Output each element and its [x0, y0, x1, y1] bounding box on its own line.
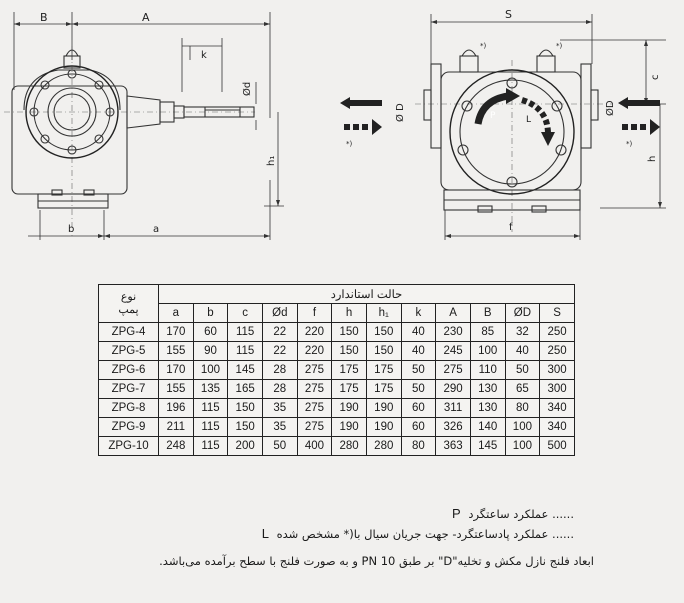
- pump-model-cell: ZPG-9: [99, 418, 159, 437]
- dimension-cell: 28: [262, 380, 297, 399]
- note-l: [262, 526, 574, 541]
- dimension-cell: 40: [401, 342, 436, 361]
- dimension-cell: 150: [332, 342, 367, 361]
- dimension-cell: 85: [470, 323, 505, 342]
- dimension-cell: 115: [193, 399, 228, 418]
- dimension-cell: 115: [193, 418, 228, 437]
- column-header: b: [193, 304, 228, 323]
- dimension-cell: 65: [505, 380, 540, 399]
- pump-model-cell: ZPG-7: [99, 380, 159, 399]
- dimension-cell: 250: [540, 342, 575, 361]
- dimension-cell: 40: [401, 323, 436, 342]
- dimension-cell: 170: [159, 361, 194, 380]
- dimension-cell: 22: [262, 342, 297, 361]
- dimension-cell: 35: [262, 418, 297, 437]
- note-l-text: ...... عملکرد پادساعتگرد- جهت جریان سیال با(* مشخص شده: [276, 527, 574, 541]
- table-row: [99, 399, 575, 418]
- dimension-cell: 80: [401, 437, 436, 456]
- dimension-cell: 100: [505, 437, 540, 456]
- dimension-cell: 50: [401, 380, 436, 399]
- dimension-cell: 250: [540, 323, 575, 342]
- column-header: h: [332, 304, 367, 323]
- dimension-cell: 115: [193, 437, 228, 456]
- dimension-table: [98, 284, 575, 456]
- dimension-cell: 275: [297, 418, 332, 437]
- dimension-cell: 326: [436, 418, 471, 437]
- pump-type-header: نوع پمپ: [99, 285, 159, 323]
- table-row: [99, 361, 575, 380]
- dim-d-label: Ød: [242, 81, 253, 96]
- dimension-cell: 150: [366, 323, 401, 342]
- dim-D-right-label: ØD: [605, 100, 616, 116]
- dimension-cell: 280: [366, 437, 401, 456]
- dimension-cell: 145: [470, 437, 505, 456]
- dimension-cell: 175: [332, 361, 367, 380]
- dimension-cell: 175: [366, 380, 401, 399]
- note-p: [452, 506, 574, 521]
- note-mark-valve-right: *): [556, 42, 563, 50]
- dim-b-label: b: [68, 224, 75, 235]
- note-mark-valve-left: *): [480, 42, 487, 50]
- dimension-cell: 100: [470, 342, 505, 361]
- dim-A-label: A: [142, 11, 150, 24]
- dimension-cell: 280: [332, 437, 367, 456]
- note-p-letter: P: [452, 506, 461, 521]
- dimension-cell: 115: [228, 323, 263, 342]
- dimension-cell: 290: [436, 380, 471, 399]
- dimension-cell: 190: [366, 399, 401, 418]
- dimension-cell: 110: [470, 361, 505, 380]
- dimension-cell: 400: [297, 437, 332, 456]
- pump-model-cell: ZPG-5: [99, 342, 159, 361]
- column-header: B: [470, 304, 505, 323]
- dimension-cell: 28: [262, 361, 297, 380]
- dimension-cell: 275: [436, 361, 471, 380]
- note-flange-text: ابعاد فلنج نازل مکش و تخلیه"D" بر طبق PN 10 و به صورت فلنج با سطح برآمده می‌باشد.: [159, 554, 594, 568]
- dimension-cell: 150: [332, 323, 367, 342]
- dimension-cell: 115: [228, 342, 263, 361]
- dimension-cell: 275: [297, 380, 332, 399]
- dim-k-label: k: [201, 50, 207, 61]
- standard-mode-header: حالت استاندارد: [159, 285, 575, 304]
- dimension-cell: 275: [297, 361, 332, 380]
- dimension-cell: 220: [297, 323, 332, 342]
- column-header: k: [401, 304, 436, 323]
- dimension-cell: 220: [297, 342, 332, 361]
- dimension-cell: 300: [540, 380, 575, 399]
- dimension-cell: 60: [401, 418, 436, 437]
- dimension-cell: 150: [228, 418, 263, 437]
- front-view-drawing: [340, 8, 666, 240]
- dimension-cell: 130: [470, 380, 505, 399]
- dimension-cell: 90: [193, 342, 228, 361]
- dimension-cell: 170: [159, 323, 194, 342]
- dimension-cell: 248: [159, 437, 194, 456]
- table-row: [99, 437, 575, 456]
- dimension-cell: 32: [505, 323, 540, 342]
- column-header: c: [228, 304, 263, 323]
- dimension-cell: 275: [297, 399, 332, 418]
- dimension-cell: 60: [193, 323, 228, 342]
- rotation-L-label: L: [526, 115, 532, 125]
- dim-h-label: h: [647, 155, 658, 162]
- dimension-cell: 196: [159, 399, 194, 418]
- table-row: [99, 418, 575, 437]
- dim-h1-label: h₁: [266, 155, 277, 166]
- note-p-text: ...... عملکرد ساعتگرد: [468, 507, 574, 521]
- dimension-cell: 135: [193, 380, 228, 399]
- dim-a-label: a: [153, 224, 160, 235]
- dimension-cell: 190: [332, 399, 367, 418]
- dimension-cell: 200: [228, 437, 263, 456]
- table-row: [99, 342, 575, 361]
- dimension-cell: 175: [366, 361, 401, 380]
- dim-B-label: B: [40, 11, 48, 24]
- column-header: f: [297, 304, 332, 323]
- dim-f-label: f: [509, 222, 513, 233]
- dimension-cell: 211: [159, 418, 194, 437]
- note-flange: [159, 554, 594, 568]
- note-l-letter: L: [261, 526, 269, 541]
- dimension-cell: 40: [505, 342, 540, 361]
- dimension-cell: 155: [159, 342, 194, 361]
- dimension-cell: 100: [193, 361, 228, 380]
- dim-c-label: c: [650, 74, 661, 80]
- dimension-cell: 140: [470, 418, 505, 437]
- column-header: ØD: [505, 304, 540, 323]
- dimension-cell: 165: [228, 380, 263, 399]
- side-view-drawing: [4, 11, 284, 240]
- note-mark-flow-right: *): [626, 140, 633, 148]
- dimension-cell: 80: [505, 399, 540, 418]
- dimension-cell: 155: [159, 380, 194, 399]
- pump-model-cell: ZPG-6: [99, 361, 159, 380]
- dimension-cell: 100: [505, 418, 540, 437]
- rotation-P-label: P: [490, 111, 496, 121]
- pump-model-cell: ZPG-4: [99, 323, 159, 342]
- dimension-cell: 230: [436, 323, 471, 342]
- column-header: Ød: [262, 304, 297, 323]
- column-header: S: [540, 304, 575, 323]
- dimension-cell: 500: [540, 437, 575, 456]
- dimension-cell: 60: [401, 399, 436, 418]
- column-header: h₁: [366, 304, 401, 323]
- dimension-cell: 363: [436, 437, 471, 456]
- dimension-cell: 190: [366, 418, 401, 437]
- column-header: A: [436, 304, 471, 323]
- dimension-cell: 311: [436, 399, 471, 418]
- table-row: [99, 380, 575, 399]
- table-row: [99, 323, 575, 342]
- dimension-cell: 340: [540, 418, 575, 437]
- dimension-cell: 50: [505, 361, 540, 380]
- dimension-cell: 50: [262, 437, 297, 456]
- column-header-row: [99, 304, 575, 323]
- dimension-cell: 35: [262, 399, 297, 418]
- pump-model-cell: ZPG-8: [99, 399, 159, 418]
- dimension-cell: 175: [332, 380, 367, 399]
- dimension-cell: 150: [228, 399, 263, 418]
- dimension-cell: 190: [332, 418, 367, 437]
- dimension-cell: 245: [436, 342, 471, 361]
- dimension-table-body: [99, 323, 575, 456]
- dimension-cell: 22: [262, 323, 297, 342]
- pump-drawings: [0, 0, 684, 280]
- dimension-cell: 145: [228, 361, 263, 380]
- column-header: a: [159, 304, 194, 323]
- dimension-cell: 50: [401, 361, 436, 380]
- pump-model-cell: ZPG-10: [99, 437, 159, 456]
- dimension-cell: 130: [470, 399, 505, 418]
- dimension-cell: 300: [540, 361, 575, 380]
- dim-S-label: S: [505, 8, 512, 21]
- dim-D-left-label: Ø D: [395, 103, 406, 122]
- dimension-cell: 150: [366, 342, 401, 361]
- note-mark-flow-left: *): [346, 140, 353, 148]
- dimension-cell: 340: [540, 399, 575, 418]
